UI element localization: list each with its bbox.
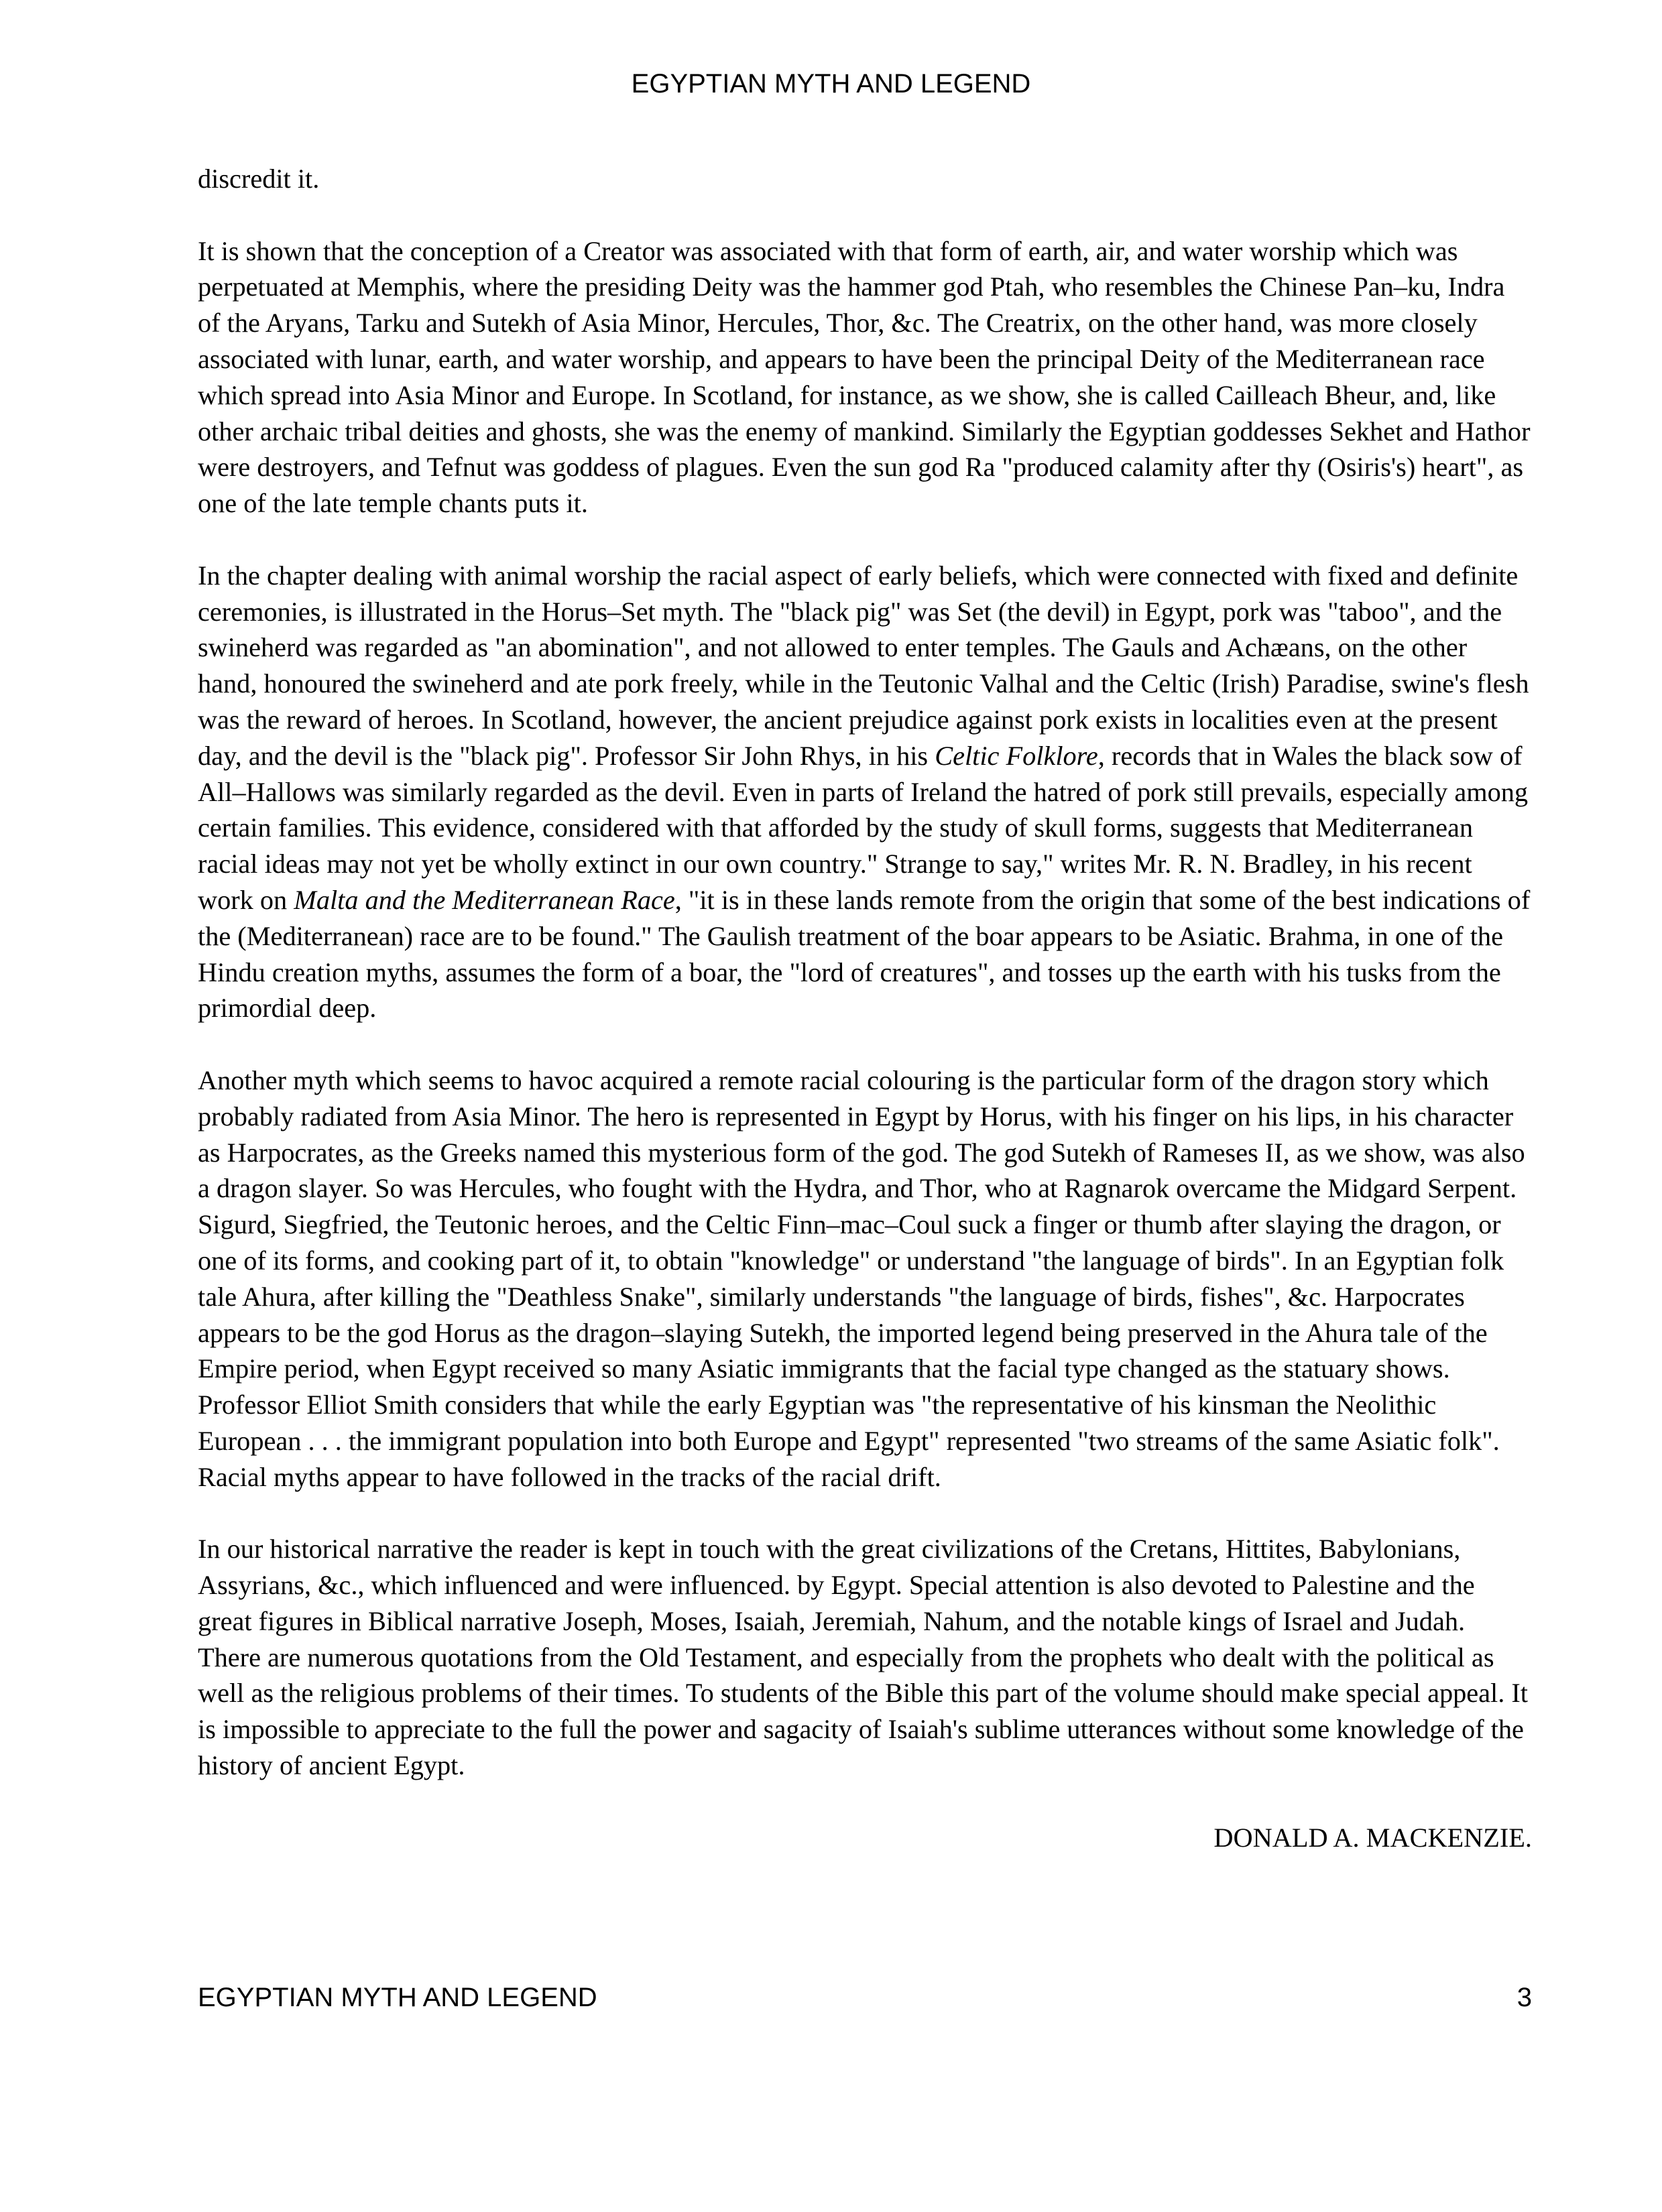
text-span: In the chapter dealing with animal worship the racial aspect of early beliefs, which were connected with fixed and definite ceremonies, is illustrated in the Horus–Set myth. The "black pig" was Set (the devil) in Egypt, pork was "taboo", and the swineherd was regarded as "an abomination", and not allowed to enter temples. The Gauls and Achæans, on the other hand, honoured the swineherd and ate pork freely, while in the Teutonic Valhal and the Celtic (Irish) Paradise, swine's flesh was the reward of heroes. In Scotland, however, the ancient prejudice against pork exists in localities even at the present day, and the devil is the "black pig". Professor Sir John Rhys, in his	[198, 560, 1529, 771]
paragraph-creator: It is shown that the conception of a Creator was associated with that form of earth, air, and water worship which was perpetuated at Memphis, where the presiding Deity was the hammer god Ptah, who resembles the Chinese Pan–ku, Indra of the Aryans, Tarku and Sutekh of Asia Minor, Hercules, Thor, &c. The Creatrix, on the other hand, was more closely associated with lunar, earth, and water worship, and appears to have been the principal Deity of the Mediterranean race which spread into Asia Minor and Europe. In Scotland, for instance, as we show, she is called Cailleach Bheur, and, like other archaic tribal deities and ghosts, she was the enemy of mankind. Similarly the Egyptian goddesses Sekhet and Hathor were destroyers, and Tefnut was goddess of plagues. Even the sun god Ra "produced calamity after thy (Osiris's) heart", as one of the late temple chants puts it.	[198, 235, 1531, 519]
text-span: , "it is in these lands remote from the origin that some of the best indications of the (Mediterranean) race are to be found." The Gaulish treatment of the boar appears to be Asiatic. Brahma, in one of the Hindu creation myths, assumes the form of a boar, the "lord of creatures", and tosses up the earth with his tusks from the primordial deep.	[198, 884, 1531, 1024]
book-title-malta: Malta and the Mediterranean Race	[294, 884, 675, 915]
author-signature: DONALD A. MACKENZIE.	[1213, 1822, 1532, 1853]
paragraph-historical-narrative: In our historical narrative the reader is kept in touch with the great civilizations of the Cretans, Hittites, Babylonians, Assyrians, &c., which influenced and were influenced. by Egypt. Special attention is also devoted to Palestine and the great figures in Biblical narrative Joseph, Moses, Isaiah, Jeremiah, Nahum, and the notable kings of Israel and Judah. There are numerous quotations from the Old Testament, and especially from the prophets who dealt with the political as well as the religious problems of their times. To students of the Bible this part of the volume should make special appeal. It is impossible to appreciate to the full the power and sagacity of Isaiah's sublime utterances without some knowledge of the history of ancient Egypt.	[198, 1534, 1528, 1781]
paragraph-animal-worship	[198, 558, 1532, 1026]
running-header: EGYPTIAN MYTH AND LEGEND	[631, 69, 1031, 99]
paragraph-continuation: discredit it.	[198, 164, 320, 194]
paragraph-dragon-myth: Another myth which seems to havoc acquired a remote racial colouring is the particular form of the dragon story which probably radiated from Asia Minor. The hero is represented in Egypt by Horus, with his finger on his lips, in his character as Harpocrates, as the Greeks named this mysterious form of the god. The god Sutekh of Rameses II, as we show, was also a dragon slayer. So was Hercules, who fought with the Hydra, and Thor, who at Ragnarok overcame the Midgard Serpent. Sigurd, Siegfried, the Teutonic heroes, and the Celtic Finn–mac–Coul suck a finger or thumb after slaying the dragon, or one of its forms, and cooking part of it, to obtain "knowledge" or understand "the language of birds". In an Egyptian folk tale Ahura, after killing the "Deathless Snake", similarly understands "the language of birds, fishes", &c. Harpocrates appears to be the god Horus as the dragon–slaying Sutekh, the imported legend being preserved in the Ahura tale of the Empire period, when Egypt received so many Asiatic immigrants that the facial type changed as the statuary shows. Professor Elliot Smith considers that while the early Egyptian was "the representative of his kinsman the Neolithic European . . . the immigrant population into both Europe and Egypt" represented "two streams of the same Asiatic folk". Racial myths appear to have followed in the tracks of the racial drift.	[198, 1064, 1525, 1492]
text-span: , records that in Wales the black sow of All–Hallows was similarly regarded as the devil. Even in parts of Ireland the hatred of pork still prevails, especially among certain families. This evidence, considered with that afforded by the study of skull forms, suggests that Mediterranean racial ideas may not yet be wholly extinct in our own country." Strange to say," writes Mr. R. N. Bradley, in his recent work on	[198, 740, 1529, 915]
main-text	[198, 161, 1532, 1892]
footer-title: EGYPTIAN MYTH AND LEGEND	[198, 1983, 597, 2012]
page-number: 3	[1517, 1983, 1532, 2012]
book-title-celtic-folklore: Celtic Folklore	[935, 740, 1098, 771]
